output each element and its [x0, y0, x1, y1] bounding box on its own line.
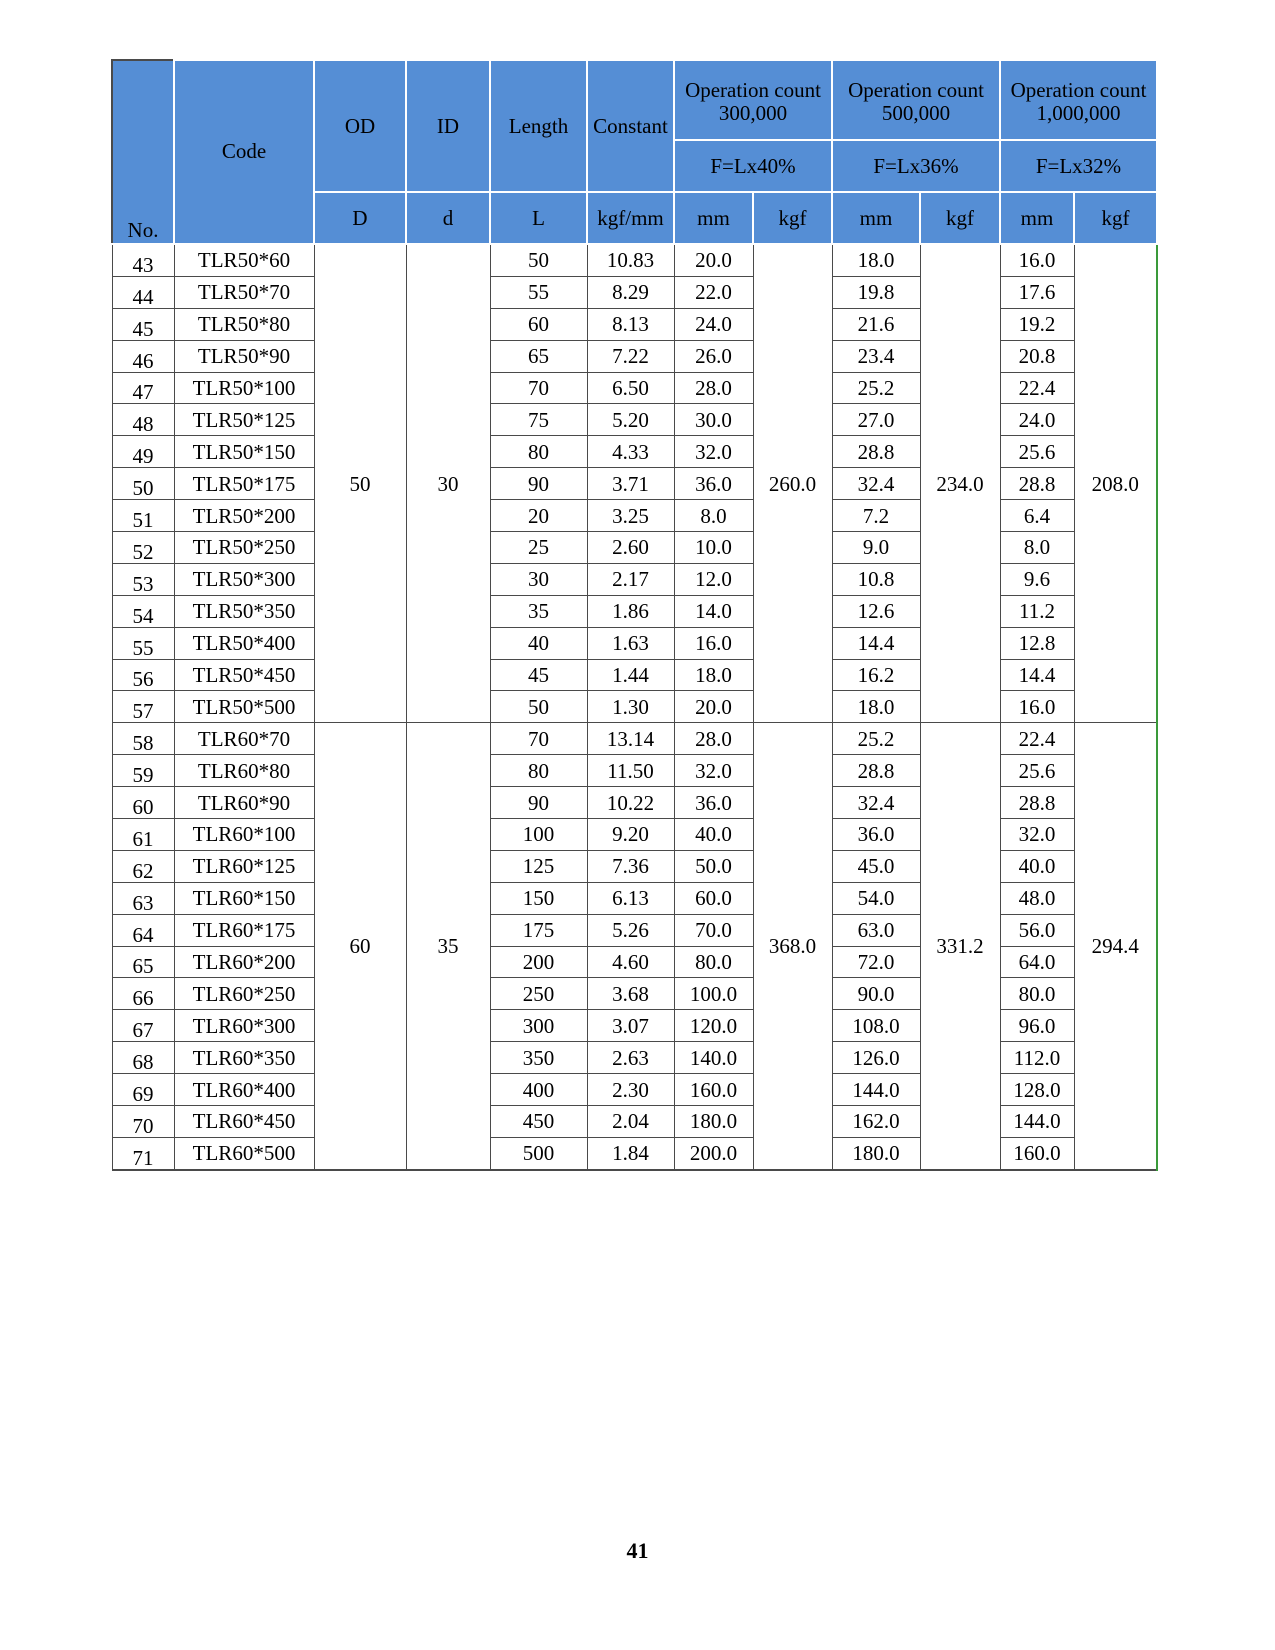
cell-constant: 8.29: [587, 276, 674, 308]
cell-mm-2: 18.0: [832, 244, 920, 276]
cell-code: TLR50*350: [174, 595, 314, 627]
cell-mm-2: 7.2: [832, 500, 920, 532]
cell-mm-1: 28.0: [674, 372, 753, 404]
cell-mm-3: 22.4: [1000, 372, 1074, 404]
cell-mm-2: 180.0: [832, 1137, 920, 1169]
cell-mm-3: 12.8: [1000, 627, 1074, 659]
header-formula-3: F=Lx32%: [1000, 140, 1157, 192]
cell-mm-1: 12.0: [674, 563, 753, 595]
cell-length: 35: [490, 595, 587, 627]
cell-code: TLR50*400: [174, 627, 314, 659]
cell-no: 71: [112, 1137, 174, 1169]
table-row: [112, 595, 1157, 627]
table-row: [112, 340, 1157, 372]
cell-no: 55: [112, 627, 174, 659]
cell-mm-2: 25.2: [832, 372, 920, 404]
op-group-title: Operation count: [1010, 77, 1147, 102]
cell-mm-1: 32.0: [674, 436, 753, 468]
cell-length: 500: [490, 1137, 587, 1169]
cell-code: TLR60*90: [174, 787, 314, 819]
table-row: [112, 914, 1157, 946]
cell-code: TLR50*125: [174, 404, 314, 436]
table-row: [112, 1137, 1157, 1169]
cell-mm-3: 48.0: [1000, 882, 1074, 914]
cell-mm-3: 32.0: [1000, 819, 1074, 851]
cell-mm-2: 32.4: [832, 787, 920, 819]
cell-code: TLR50*60: [174, 244, 314, 276]
unit-kgf-1: kgf: [753, 192, 832, 244]
cell-constant: 3.25: [587, 500, 674, 532]
cell-mm-1: 20.0: [674, 691, 753, 723]
spring-spec-table: [111, 59, 1158, 1171]
cell-no: 56: [112, 659, 174, 691]
cell-mm-3: 24.0: [1000, 404, 1074, 436]
cell-mm-2: 54.0: [832, 882, 920, 914]
cell-length: 450: [490, 1106, 587, 1138]
cell-mm-3: 160.0: [1000, 1137, 1074, 1169]
cell-mm-3: 6.4: [1000, 500, 1074, 532]
cell-constant: 1.84: [587, 1137, 674, 1169]
cell-length: 400: [490, 1074, 587, 1106]
cell-code: TLR60*80: [174, 755, 314, 787]
cell-mm-1: 16.0: [674, 627, 753, 659]
cell-mm-2: 23.4: [832, 340, 920, 372]
cell-mm-3: 144.0: [1000, 1106, 1074, 1138]
header-od: OD: [314, 60, 406, 192]
cell-length: 25: [490, 532, 587, 564]
cell-mm-1: 120.0: [674, 1010, 753, 1042]
header-op-group-1: [674, 60, 832, 140]
cell-constant: 2.60: [587, 532, 674, 564]
cell-id: 35: [406, 723, 490, 1170]
cell-mm-2: 18.0: [832, 691, 920, 723]
op-group-count: 300,000: [718, 101, 788, 125]
cell-no: 52: [112, 532, 174, 564]
cell-mm-3: 9.6: [1000, 563, 1074, 595]
table-row: [112, 404, 1157, 436]
cell-code: TLR50*450: [174, 659, 314, 691]
cell-id: 30: [406, 244, 490, 723]
cell-mm-2: 144.0: [832, 1074, 920, 1106]
header-formula-1: F=Lx40%: [674, 140, 832, 192]
cell-code: TLR50*70: [174, 276, 314, 308]
cell-no: 69: [112, 1074, 174, 1106]
table-header: [112, 60, 1157, 244]
cell-length: 80: [490, 755, 587, 787]
table-body: [112, 244, 1157, 1170]
header-no: No.: [112, 60, 174, 244]
cell-constant: 5.20: [587, 404, 674, 436]
cell-mm-2: 28.8: [832, 436, 920, 468]
cell-mm-3: 96.0: [1000, 1010, 1074, 1042]
cell-mm-1: 28.0: [674, 723, 753, 755]
cell-mm-3: 19.2: [1000, 308, 1074, 340]
cell-mm-3: 8.0: [1000, 532, 1074, 564]
cell-mm-3: 25.6: [1000, 755, 1074, 787]
cell-code: TLR60*100: [174, 819, 314, 851]
table-row: [112, 787, 1157, 819]
cell-no: 68: [112, 1042, 174, 1074]
cell-code: TLR60*450: [174, 1106, 314, 1138]
cell-no: 48: [112, 404, 174, 436]
cell-no: 66: [112, 978, 174, 1010]
cell-mm-1: 18.0: [674, 659, 753, 691]
cell-length: 350: [490, 1042, 587, 1074]
cell-mm-1: 14.0: [674, 595, 753, 627]
cell-no: 70: [112, 1106, 174, 1138]
cell-mm-1: 180.0: [674, 1106, 753, 1138]
cell-constant: 1.44: [587, 659, 674, 691]
cell-code: TLR60*200: [174, 946, 314, 978]
header-formula-2: F=Lx36%: [832, 140, 1000, 192]
table-row: [112, 723, 1157, 755]
cell-constant: 5.26: [587, 914, 674, 946]
cell-code: TLR50*300: [174, 563, 314, 595]
cell-constant: 2.63: [587, 1042, 674, 1074]
cell-mm-1: 160.0: [674, 1074, 753, 1106]
cell-mm-2: 27.0: [832, 404, 920, 436]
header-constant: Constant: [587, 60, 674, 192]
cell-length: 50: [490, 691, 587, 723]
cell-constant: 7.22: [587, 340, 674, 372]
cell-no: 61: [112, 819, 174, 851]
cell-constant: 1.30: [587, 691, 674, 723]
cell-constant: 3.07: [587, 1010, 674, 1042]
cell-mm-3: 16.0: [1000, 244, 1074, 276]
table-row: [112, 500, 1157, 532]
cell-mm-1: 36.0: [674, 468, 753, 500]
cell-mm-1: 20.0: [674, 244, 753, 276]
header-id: ID: [406, 60, 490, 192]
cell-mm-1: 32.0: [674, 755, 753, 787]
cell-mm-3: 128.0: [1000, 1074, 1074, 1106]
cell-mm-2: 90.0: [832, 978, 920, 1010]
cell-mm-3: 28.8: [1000, 787, 1074, 819]
cell-mm-1: 100.0: [674, 978, 753, 1010]
table-row: [112, 1106, 1157, 1138]
cell-mm-2: 28.8: [832, 755, 920, 787]
cell-mm-3: 112.0: [1000, 1042, 1074, 1074]
cell-kgf-3: 208.0: [1074, 244, 1157, 723]
unit-mm-1: mm: [674, 192, 753, 244]
op-group-title: Operation count: [685, 77, 821, 102]
cell-no: 60: [112, 787, 174, 819]
cell-length: 250: [490, 978, 587, 1010]
cell-mm-2: 162.0: [832, 1106, 920, 1138]
cell-no: 49: [112, 436, 174, 468]
cell-length: 90: [490, 468, 587, 500]
table-row: [112, 1010, 1157, 1042]
cell-kgf-3: 294.4: [1074, 723, 1157, 1170]
cell-constant: 1.86: [587, 595, 674, 627]
header-code-label: Code: [221, 138, 267, 163]
cell-kgf-2: 331.2: [920, 723, 1000, 1170]
cell-mm-2: 108.0: [832, 1010, 920, 1042]
op-group-count: 1,000,000: [1036, 101, 1121, 125]
cell-length: 75: [490, 404, 587, 436]
cell-code: TLR60*400: [174, 1074, 314, 1106]
cell-mm-3: 17.6: [1000, 276, 1074, 308]
cell-length: 125: [490, 850, 587, 882]
cell-no: 50: [112, 468, 174, 500]
table-row: [112, 308, 1157, 340]
cell-no: 57: [112, 691, 174, 723]
cell-no: 44: [112, 276, 174, 308]
cell-length: 200: [490, 946, 587, 978]
cell-mm-3: 80.0: [1000, 978, 1074, 1010]
cell-length: 70: [490, 723, 587, 755]
cell-mm-2: 36.0: [832, 819, 920, 851]
table-row: [112, 850, 1157, 882]
cell-mm-2: 45.0: [832, 850, 920, 882]
cell-mm-1: 10.0: [674, 532, 753, 564]
table-row: [112, 978, 1157, 1010]
cell-code: TLR60*175: [174, 914, 314, 946]
table-row: [112, 1042, 1157, 1074]
cell-mm-2: 14.4: [832, 627, 920, 659]
cell-length: 150: [490, 882, 587, 914]
cell-mm-3: 14.4: [1000, 659, 1074, 691]
header-code: [174, 60, 314, 244]
cell-constant: 9.20: [587, 819, 674, 851]
cell-mm-1: 70.0: [674, 914, 753, 946]
unit-kgf-3: kgf: [1074, 192, 1157, 244]
cell-code: TLR50*250: [174, 532, 314, 564]
table-row: [112, 532, 1157, 564]
cell-no: 43: [112, 244, 174, 276]
page-number: 41: [626, 1538, 649, 1563]
cell-code: TLR60*70: [174, 723, 314, 755]
cell-no: 58: [112, 723, 174, 755]
cell-length: 45: [490, 659, 587, 691]
cell-mm-1: 36.0: [674, 787, 753, 819]
table-row: [112, 468, 1157, 500]
table-row: [112, 372, 1157, 404]
cell-length: 65: [490, 340, 587, 372]
cell-code: TLR50*100: [174, 372, 314, 404]
cell-mm-2: 126.0: [832, 1042, 920, 1074]
cell-mm-1: 80.0: [674, 946, 753, 978]
cell-no: 67: [112, 1010, 174, 1042]
cell-code: TLR50*200: [174, 500, 314, 532]
unit-mm-3: mm: [1000, 192, 1074, 244]
cell-mm-3: 64.0: [1000, 946, 1074, 978]
unit-mm-2: mm: [832, 192, 920, 244]
cell-no: 64: [112, 914, 174, 946]
cell-code: TLR50*150: [174, 436, 314, 468]
cell-length: 20: [490, 500, 587, 532]
table-row: [112, 691, 1157, 723]
cell-kgf-2: 234.0: [920, 244, 1000, 723]
cell-mm-2: 21.6: [832, 308, 920, 340]
op-group-count: 500,000: [881, 101, 951, 125]
cell-kgf-1: 260.0: [753, 244, 832, 723]
table-row: [112, 755, 1157, 787]
cell-code: TLR60*350: [174, 1042, 314, 1074]
cell-constant: 11.50: [587, 755, 674, 787]
unit-constant: kgf/mm: [587, 192, 674, 244]
cell-constant: 6.13: [587, 882, 674, 914]
cell-length: 90: [490, 787, 587, 819]
cell-mm-2: 16.2: [832, 659, 920, 691]
unit-od: D: [314, 192, 406, 244]
cell-mm-1: 24.0: [674, 308, 753, 340]
cell-constant: 3.71: [587, 468, 674, 500]
cell-mm-3: 28.8: [1000, 468, 1074, 500]
cell-no: 63: [112, 882, 174, 914]
cell-code: TLR60*125: [174, 850, 314, 882]
cell-length: 55: [490, 276, 587, 308]
cell-no: 45: [112, 308, 174, 340]
cell-code: TLR60*300: [174, 1010, 314, 1042]
cell-code: TLR50*80: [174, 308, 314, 340]
cell-length: 175: [490, 914, 587, 946]
cell-length: 70: [490, 372, 587, 404]
unit-length: L: [490, 192, 587, 244]
header-op-group-3: [1000, 60, 1157, 140]
cell-length: 30: [490, 563, 587, 595]
cell-mm-1: 200.0: [674, 1137, 753, 1169]
cell-mm-2: 12.6: [832, 595, 920, 627]
table-row: [112, 946, 1157, 978]
cell-mm-3: 22.4: [1000, 723, 1074, 755]
cell-mm-3: 16.0: [1000, 691, 1074, 723]
cell-mm-1: 50.0: [674, 850, 753, 882]
cell-code: TLR60*500: [174, 1137, 314, 1169]
cell-length: 100: [490, 819, 587, 851]
cell-no: 59: [112, 755, 174, 787]
cell-mm-3: 20.8: [1000, 340, 1074, 372]
cell-mm-1: 22.0: [674, 276, 753, 308]
cell-constant: 10.22: [587, 787, 674, 819]
cell-length: 60: [490, 308, 587, 340]
cell-mm-2: 10.8: [832, 563, 920, 595]
cell-no: 62: [112, 850, 174, 882]
header-op-group-2: [832, 60, 1000, 140]
cell-constant: 13.14: [587, 723, 674, 755]
cell-length: 80: [490, 436, 587, 468]
cell-constant: 6.50: [587, 372, 674, 404]
cell-mm-2: 63.0: [832, 914, 920, 946]
cell-mm-2: 9.0: [832, 532, 920, 564]
header-length: Length: [490, 60, 587, 192]
cell-code: TLR50*90: [174, 340, 314, 372]
cell-length: 40: [490, 627, 587, 659]
table-row: [112, 563, 1157, 595]
table-row: [112, 436, 1157, 468]
cell-mm-2: 32.4: [832, 468, 920, 500]
cell-mm-3: 56.0: [1000, 914, 1074, 946]
cell-constant: 10.83: [587, 244, 674, 276]
cell-constant: 1.63: [587, 627, 674, 659]
cell-kgf-1: 368.0: [753, 723, 832, 1170]
cell-mm-3: 11.2: [1000, 595, 1074, 627]
cell-length: 300: [490, 1010, 587, 1042]
cell-constant: 4.60: [587, 946, 674, 978]
cell-code: TLR60*250: [174, 978, 314, 1010]
table-row: [112, 276, 1157, 308]
table-row: [112, 882, 1157, 914]
table-row: [112, 1074, 1157, 1106]
cell-constant: 7.36: [587, 850, 674, 882]
cell-mm-3: 25.6: [1000, 436, 1074, 468]
cell-mm-2: 25.2: [832, 723, 920, 755]
cell-mm-3: 40.0: [1000, 850, 1074, 882]
cell-no: 47: [112, 372, 174, 404]
cell-mm-1: 40.0: [674, 819, 753, 851]
cell-mm-1: 8.0: [674, 500, 753, 532]
cell-od: 60: [314, 723, 406, 1170]
cell-constant: 8.13: [587, 308, 674, 340]
cell-mm-2: 19.8: [832, 276, 920, 308]
cell-code: TLR50*500: [174, 691, 314, 723]
cell-mm-1: 26.0: [674, 340, 753, 372]
table-row: [112, 244, 1157, 276]
cell-no: 51: [112, 500, 174, 532]
cell-constant: 2.30: [587, 1074, 674, 1106]
cell-no: 46: [112, 340, 174, 372]
op-group-title: Operation count: [848, 77, 984, 102]
cell-constant: 2.17: [587, 563, 674, 595]
table-row: [112, 819, 1157, 851]
cell-no: 53: [112, 563, 174, 595]
cell-constant: 3.68: [587, 978, 674, 1010]
cell-od: 50: [314, 244, 406, 723]
cell-mm-1: 140.0: [674, 1042, 753, 1074]
unit-kgf-2: kgf: [920, 192, 1000, 244]
cell-constant: 2.04: [587, 1106, 674, 1138]
cell-code: TLR60*150: [174, 882, 314, 914]
cell-length: 50: [490, 244, 587, 276]
unit-id: d: [406, 192, 490, 244]
cell-code: TLR50*175: [174, 468, 314, 500]
table-row: [112, 627, 1157, 659]
cell-mm-2: 72.0: [832, 946, 920, 978]
cell-no: 54: [112, 595, 174, 627]
cell-constant: 4.33: [587, 436, 674, 468]
cell-mm-1: 30.0: [674, 404, 753, 436]
cell-no: 65: [112, 946, 174, 978]
cell-mm-1: 60.0: [674, 882, 753, 914]
table-row: [112, 659, 1157, 691]
